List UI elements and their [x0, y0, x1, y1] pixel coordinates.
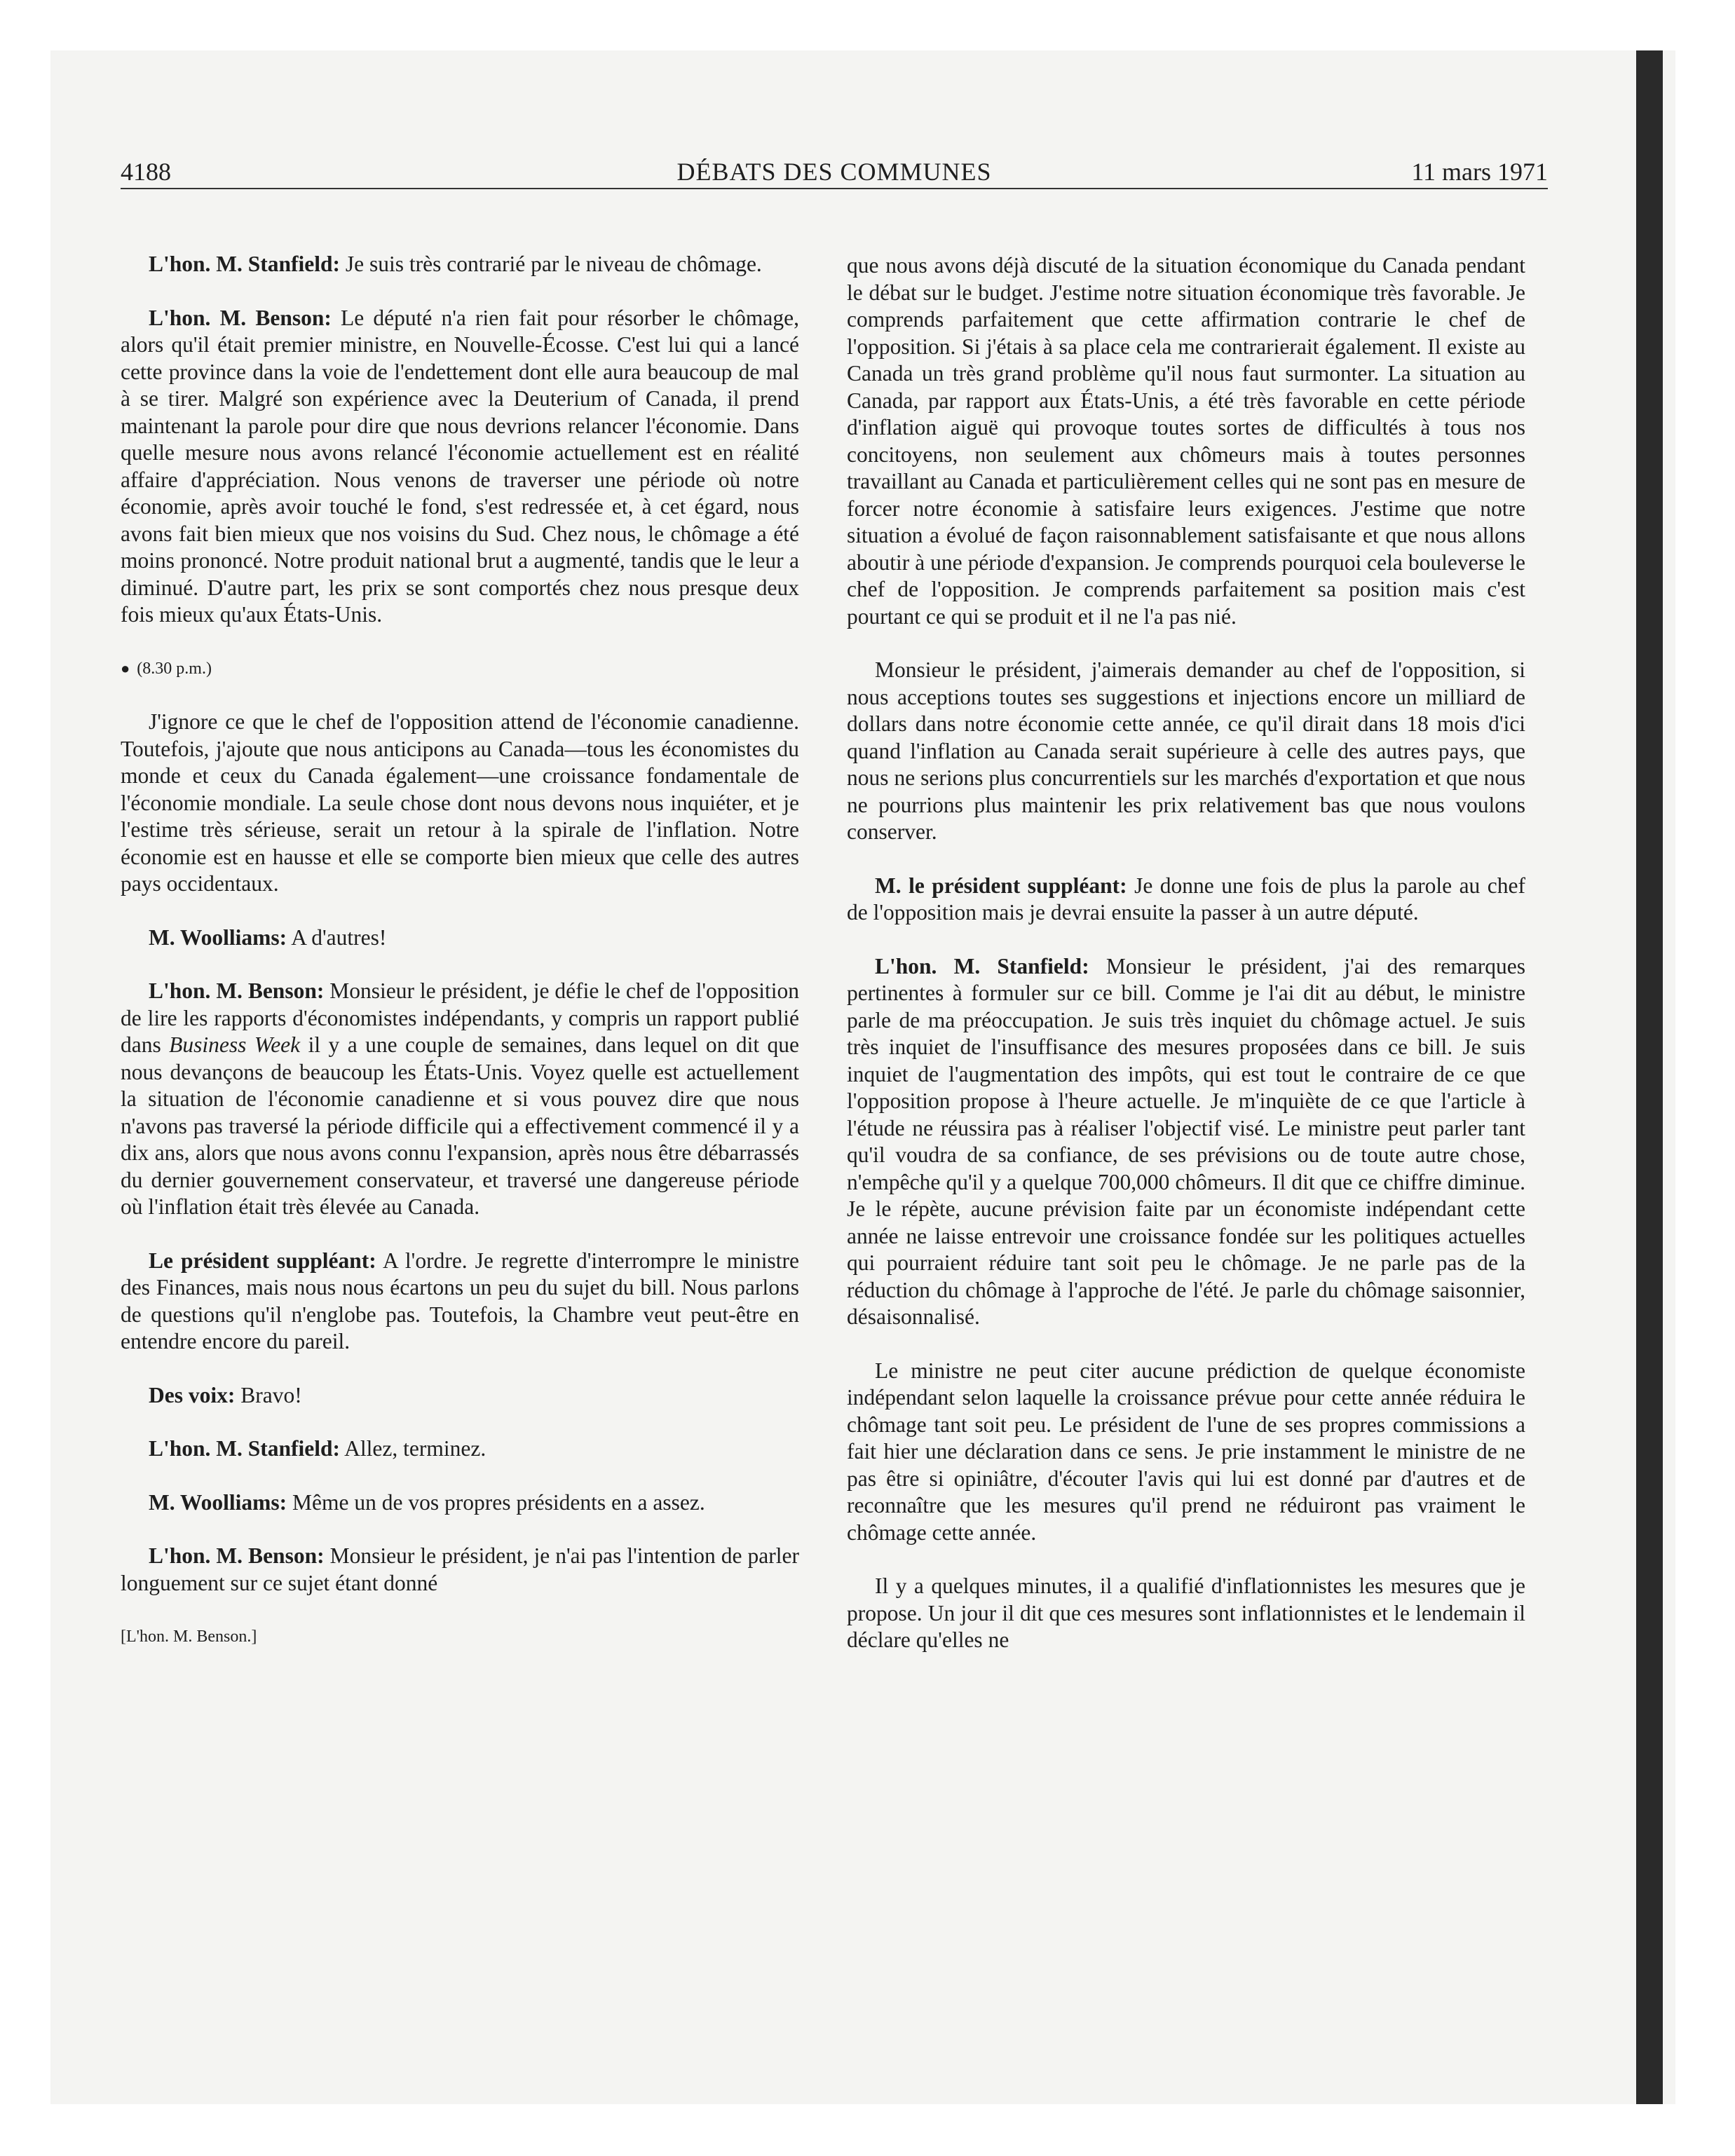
paragraph [847, 953, 1525, 1331]
time-marker [121, 655, 799, 683]
speech-text: Je suis très contrarié par le niveau de chômage. [340, 252, 762, 276]
paragraph [121, 978, 799, 1221]
speech-text: Monsieur le président, j'aimerais demander au chef de l'opposition, si nous acceptions toutes ses suggestions et injections encore un milliard de dollars dans notre économie cette année, ce qu'il dirait dans 18 mois d'ici quand l'inflation au Canada serait supérieure à celle des autres pays, que nous ne serions plus concurrentiels sur les marchés d'exportation et que nous ne pourrions plus maintenir les prix relativement bas que nous voulons conserver. [847, 657, 1525, 844]
bullet-icon: ● [121, 659, 130, 677]
paragraph [847, 252, 1525, 630]
paragraph [121, 1248, 799, 1356]
paragraph [121, 925, 799, 952]
speech-text: Monsieur le président, j'ai des remarques pertinentes à formuler sur ce bill. Comme je l'ai dit au début, le ministre parle de ma préoccupation. Je suis très inquiet du chômage actuel. Je suis très inquiet de l'insuffisance des mesures proposées dans ce bill. Je suis inquiet de l'augmentation des impôts, qui est tout le contraire de ce que l'opposition propose à l'heure actuelle. Je m'inquiète de ce que l'article à l'étude ne réussira pas à réaliser l'objectif visé. Le ministre peut parler tant qu'il voudra de sa confiance, de ses prévisions ou de toute autre chose, n'empêche qu'il y a quelque 700,000 chômeurs. Il dit que ce chiffre diminue. Je le répète, aucune prévision faite par un économiste indépendant cette année ne laisse entrevoir une croissance fondée sur les politiques actuelles qui pourraient réduire tant soit peu le chômage. Je ne parle pas de la réduction du chômage à l'approche de l'été. Je parle du chômage saisonnier, désaisonnalisé. [847, 953, 1525, 1329]
page-number: 4188 [121, 158, 171, 186]
paragraph [847, 657, 1525, 846]
page-header [121, 157, 1548, 192]
speech-text: Allez, terminez. [340, 1436, 487, 1461]
speaker-name: Des voix: [149, 1382, 236, 1407]
time-marker-text: (8.30 p.m.) [137, 659, 212, 678]
paragraph [121, 305, 799, 629]
right-column [847, 252, 1525, 1681]
speech-text: il y a une couple de semaines, dans lequel on dit que nous devançons de beaucoup les États-Unis. Voyez quelle est actuellement la situation de l'économie canadienne et si vous pouvez dire que nous n'avons pas traversé la période difficile qui a effectivement commencé il y a dix ans, alors que nous avons connu l'expansion, après nous être débarrassés du dernier gouvernement conservateur, et traversé une dangereuse période où l'inflation était très élevée au Canada. [121, 1032, 799, 1219]
speaker-name: L'hon. M. Benson: [149, 305, 332, 330]
paragraph [121, 1435, 799, 1463]
speaker-name: M. Woolliams: [149, 1489, 287, 1515]
paragraph [121, 251, 799, 278]
paragraph [121, 1382, 799, 1410]
speech-text: A d'autres! [287, 925, 387, 950]
speaker-name: Le président suppléant: [149, 1248, 376, 1273]
speech-text: Le député n'a rien fait pour résorber le chômage, alors qu'il était premier ministre, en Nouvelle-Écosse. C'est lui qui a lancé cette province dans la voie de l'endettement dont elle aura beaucoup de mal à se tirer. Malgré son expérience avec la Deuterium of Canada, il prend maintenant la parole pour dire que nous devrions relancer l'économie. Dans quelle mesure nous avons relancé l'économie actuellement est en réalité affaire d'appréciation. Nous venons de traverser une période où notre économie, après avoir touché le fond, s'est redressée et, à cet égard, nous avons fait bien mieux que nos voisins du Sud. Chez nous, le chômage a été moins prononcé. Notre produit national brut a augmenté, tandis que le leur a diminué. D'autre part, les prix se sont comportés chez nous presque deux fois mieux qu'aux États-Unis. [121, 305, 799, 627]
page-footer: [L'hon. M. Benson.] [121, 1628, 257, 1646]
paragraph [121, 709, 799, 898]
speech-text: Monsieur le président, je n'ai pas l'intention de parler longuement sur ce sujet étant donné [121, 1543, 799, 1595]
speaker-name: M. le président suppléant: [875, 873, 1127, 898]
speaker-name: L'hon. M. Stanfield: [149, 252, 341, 276]
paragraph [847, 1573, 1525, 1654]
speech-text: Bravo! [235, 1382, 302, 1407]
speaker-name: L'hon. M. Benson: [149, 1543, 325, 1568]
paragraph [847, 1358, 1525, 1547]
speech-text: Il y a quelques minutes, il a qualifié d'inflationnistes les mesures que je propose. Un jour il dit que ces mesures sont inflationnistes et le lendemain il déclare qu'elles ne [847, 1574, 1525, 1652]
speech-text: que nous avons déjà discuté de la situation économique du Canada pendant le débat sur le budget. J'estime notre situation économique très favorable. Je comprends parfaitement que cette affirmation contrarie le chef de l'opposition. Si j'étais à sa place cela me contrarierait également. Il existe au Canada un très grand problème qu'il nous faut surmonter. La situation au Canada, par rapport aux États-Unis, a été très favorable en cette période d'inflation aiguë qui provoque toutes sortes de difficultés à tous nos concitoyens, non seulement aux chômeurs mais à toutes personnes travaillant au Canada et particulièrement celles qui ne sont pas en mesure de forcer notre économie à satisfaire leurs exigences. J'estime que notre situation a évolué de façon raisonnablement satisfaisante et que nous allons aboutir à une période d'expansion. Je comprends pourquoi cela bouleverse le chef de l'opposition. Je comprends parfaitement sa position mais c'est pourtant ce qui se produit et il ne l'a pas nié. [847, 253, 1525, 629]
speech-text: A l'ordre. Je regrette d'interrompre le ministre des Finances, mais nous nous écartons un peu du sujet du bill. Nous parlons de questions qu'il n'englobe pas. Toutefois, la Chambre veut peut-être en entendre encore du pareil. [121, 1248, 799, 1353]
speech-text: Même un de vos propres présidents en a assez. [287, 1489, 705, 1515]
speaker-name: L'hon. M. Stanfield: [149, 1436, 341, 1461]
paragraph [121, 1489, 799, 1517]
speaker-name: M. Woolliams: [149, 925, 287, 950]
speech-text: Le ministre ne peut citer aucune prédiction de quelque économiste indépendant selon laquelle la croissance prévue pour cette année réduira le chômage tant soit peu. Le président de l'une de ses propres commissions a fait hier une déclaration dans ce sens. Je prie instamment le ministre de ne pas être si opiniâtre, d'écouter l'avis qui lui est donné par d'autres et de reconnaître que les mesures qu'il prend ne réduiront pas vraiment le chômage cette année. [847, 1358, 1525, 1545]
speaker-name: L'hon. M. Benson: [149, 978, 325, 1003]
page-title: DÉBATS DES COMMUNES [676, 158, 992, 186]
paragraph [847, 873, 1525, 927]
scan-edge [1636, 50, 1663, 2104]
left-column [121, 251, 799, 1677]
speech-text: J'ignore ce que le chef de l'opposition attend de l'économie canadienne. Toutefois, j'ajoute que nous anticipons au Canada—tous les économistes du monde et ceux du Canada également—une croissance fondamentale de l'économie mondiale. La seule chose dont nous devons nous inquiéter, et je l'estime très sérieuse, serait un retour à la spirale de l'inflation. Notre économie est en hausse et elle se comporte bien mieux que celle des autres pays occidentaux. [121, 709, 799, 896]
header-rule [121, 188, 1548, 189]
speaker-name: L'hon. M. Stanfield: [875, 953, 1089, 978]
publication-title: Business Week [169, 1032, 301, 1057]
page-date: 11 mars 1971 [1411, 158, 1548, 186]
speech-text: Je donne une fois de plus la parole au chef de l'opposition mais je devrai ensuite la passer à un autre député. [847, 873, 1525, 925]
paragraph [121, 1543, 799, 1597]
speech-text: Monsieur le président, je défie le chef de l'opposition de lire les rapports d'économistes indépendants, y compris un rapport publié dans [121, 978, 800, 1057]
